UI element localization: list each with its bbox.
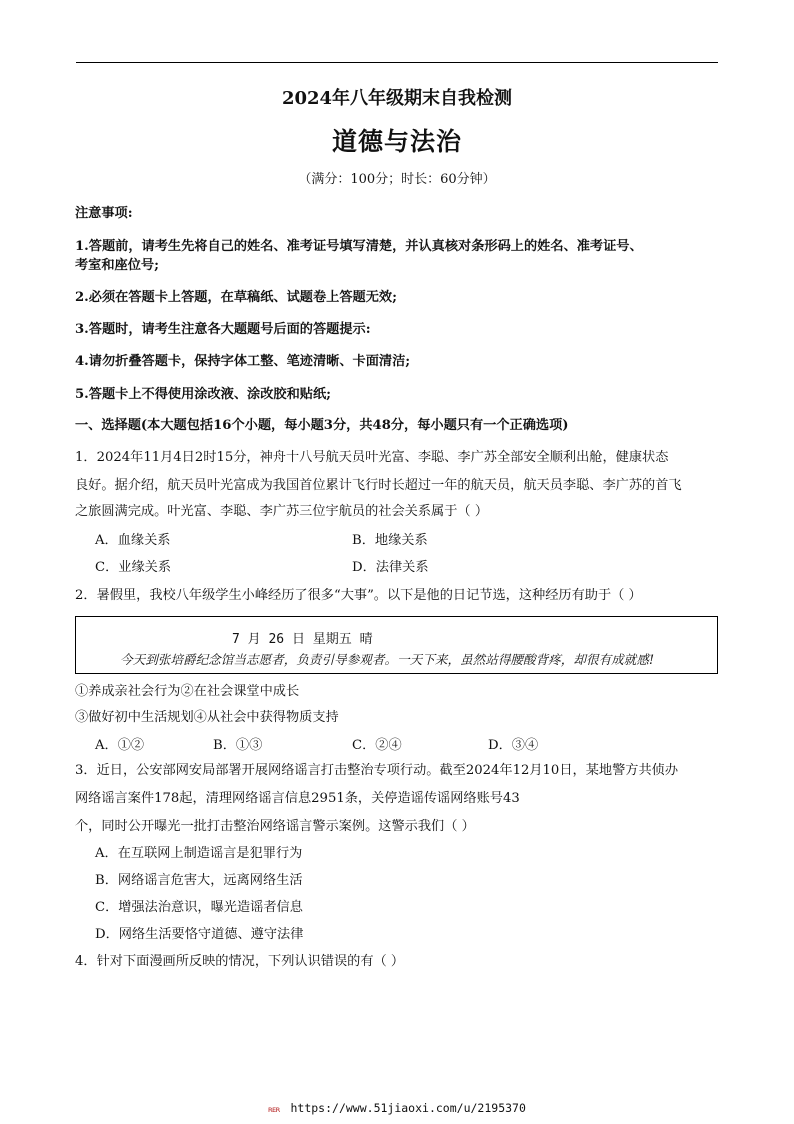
q2-option-a: A．①② <box>95 738 145 753</box>
notice-item-1-cont: 考室和座位号; <box>75 258 159 273</box>
q2-choices-1: ①养成亲社会行为②在社会课堂中成长 <box>75 684 300 699</box>
notice-item-1: 1.答题前，请考生先将自己的姓名、准考证号填写清楚，并认真核对条形码上的姓名、准考证号、 <box>75 239 643 254</box>
q2-option-c: C．②④ <box>352 738 402 753</box>
q1-option-c: C．业缘关系 <box>95 560 172 575</box>
diary-text: 今天到张培爵纪念馆当志愿者，负责引导参观者。一天下来，虽然站得腰酸背疼，却很有成就感! <box>120 652 654 667</box>
q3-line-3: 个，同时公开曝光一批打击整治网络谣言警示案例。这警示我们（ ） <box>75 819 475 834</box>
footer <box>0 1101 794 1115</box>
diary-date: 7 月 26 日 星期五 晴 <box>232 632 373 647</box>
q3-option-b: B．网络谣言危害大，远离网络生活 <box>95 873 303 888</box>
footer-url[interactable]: https://www.51jiaoxi.com/u/2195370 <box>290 1101 526 1115</box>
section-title: 一、选择题(本大题包括16个小题，每小题3分，共48分，每小题只有一个正确选项) <box>75 418 569 433</box>
q2-option-d: D．③④ <box>488 738 539 753</box>
diary-box <box>75 616 718 674</box>
exam-meta: （满分：100分；时长：60分钟） <box>298 172 496 187</box>
subject-title: 道德与法治 <box>331 127 462 156</box>
q2-stem: 2．暑假里，我校八年级学生小峰经历了很多“大事”。以下是他的日记节选，这种经历有助于（ ） <box>75 588 642 603</box>
q3-option-c: C．增强法治意识，曝光造谣者信息 <box>95 900 303 915</box>
q1-line-1: 1．2024年11月4日2时15分，神舟十八号航天员叶光富、李聪、李广苏全部安全顺利出舱，健康状态 <box>75 450 669 465</box>
q3-option-a: A．在互联网上制造谣言是犯罪行为 <box>95 846 303 861</box>
q3-option-d: D．网络生活要恪守道德、遵守法律 <box>95 927 304 942</box>
q3-line-2: 网络谣言案件178起，清理网络谣言信息2951条，关停造谣传谣网络账号43 <box>75 791 520 806</box>
q1-line-3: 之旅圆满完成。叶光富、李聪、李广苏三位宇航员的社会关系属于（ ） <box>75 504 489 519</box>
q1-option-b: B．地缘关系 <box>352 533 428 548</box>
q1-option-a: A．血缘关系 <box>95 533 171 548</box>
footer-logo: ʀᴇʀ <box>268 1105 280 1114</box>
header-rule <box>76 62 718 63</box>
q2-option-b: B．①③ <box>213 738 263 753</box>
q4-stem: 4．针对下面漫画所反映的情况，下列认识错误的有（ ） <box>75 954 405 969</box>
notice-item-3: 3.答题时，请考生注意各大题题号后面的答题提示: <box>75 322 371 337</box>
q1-option-d: D．法律关系 <box>352 560 429 575</box>
exam-title: 2024年八年级期末自我检测 <box>281 88 513 109</box>
q1-line-2: 良好。据介绍，航天员叶光富成为我国首位累计飞行时长超过一年的航天员，航天员李聪、李广苏的首飞 <box>75 478 682 493</box>
q2-choices-2: ③做好初中生活规划④从社会中获得物质支持 <box>75 710 339 725</box>
notice-heading: 注意事项: <box>75 206 133 221</box>
notice-item-2: 2.必须在答题卡上答题，在草稿纸、试题卷上答题无效; <box>75 290 397 305</box>
q3-line-1: 3．近日，公安部网安局部署开展网络谣言打击整治专项行动。截至2024年12月10日，某地警方共侦办 <box>75 763 679 778</box>
notice-item-5: 5.答题卡上不得使用涂改液、涂改胶和贴纸; <box>75 387 332 402</box>
notice-item-4: 4.请勿折叠答题卡，保持字体工整、笔迹清晰、卡面清洁; <box>75 354 411 369</box>
